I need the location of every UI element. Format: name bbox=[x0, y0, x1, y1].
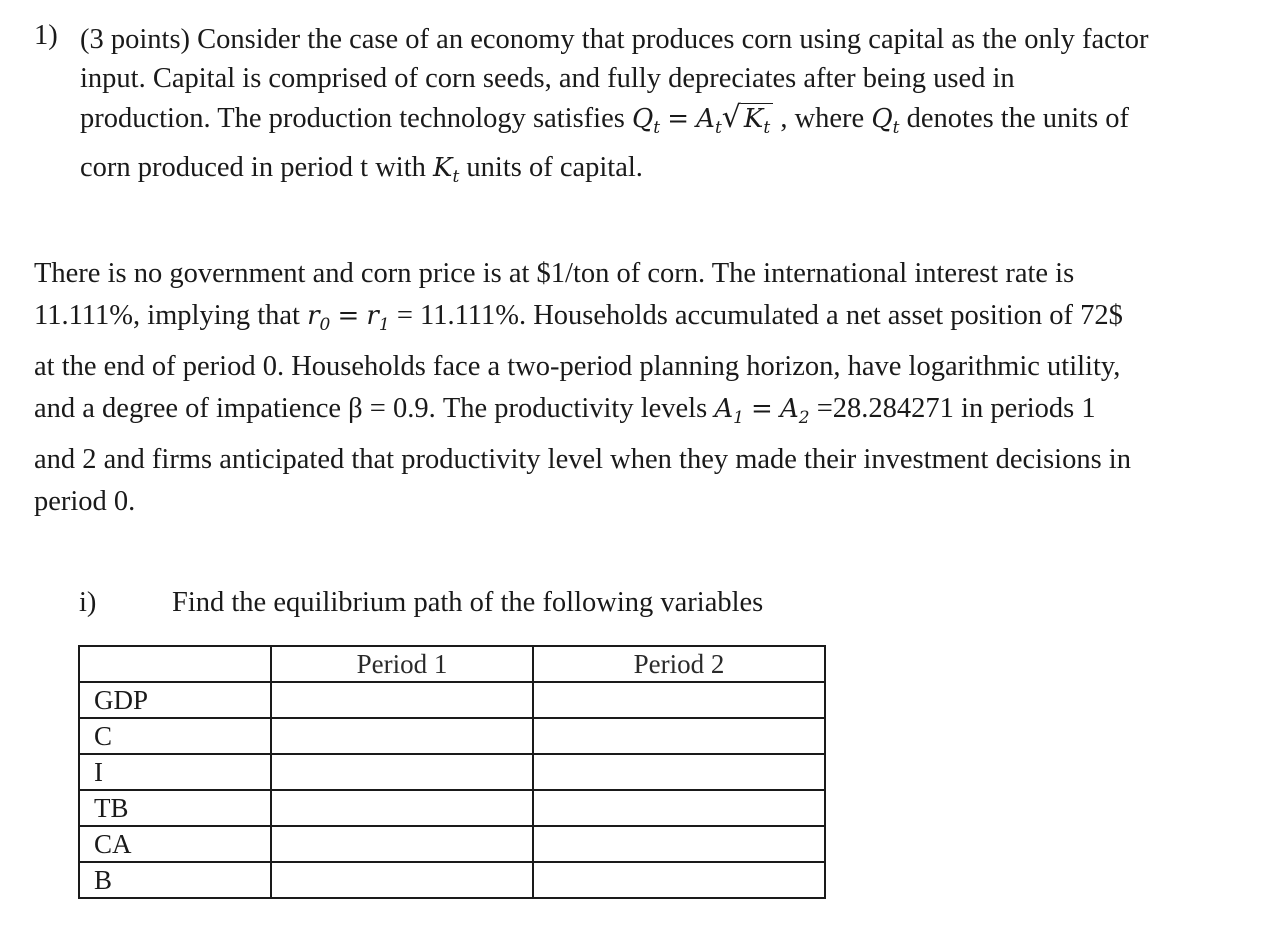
context-line-1: There is no government and corn price is at $1/ton of corn. The international interest rate is bbox=[34, 258, 1075, 289]
row-label-b: B bbox=[79, 862, 271, 898]
sqrt-icon: √ $K_t$ bbox=[722, 98, 773, 148]
context-line-3: at the end of period 0. Households face a two-period planning horizon, have logarithmic utility, bbox=[34, 351, 1121, 382]
table-header-blank bbox=[79, 646, 271, 682]
cell-c-period-1[interactable] bbox=[271, 718, 533, 754]
context-line-5: and 2 and firms anticipated that productivity level when they made their investment decisions in bbox=[34, 444, 1131, 475]
symbol-k: $K_t$ bbox=[433, 153, 460, 187]
table-header-period-2: Period 2 bbox=[533, 646, 825, 682]
question-text bbox=[80, 20, 1250, 197]
cell-tb-period-2[interactable] bbox=[533, 790, 825, 826]
answer-table bbox=[78, 645, 826, 899]
question-line-3: production. The production technology satisfies $Q_t = A_t√$ $K_t$ , where $Q_t$ denotes the units of bbox=[80, 98, 1250, 148]
context-line-2: 11.111%, implying that $r_0 = r_1 = 11.111\%$. Households accumulated a net asset position of 72$ bbox=[34, 299, 1123, 335]
part-instruction: Find the equilibrium path of the following variables bbox=[172, 587, 764, 618]
row-label-c: C bbox=[79, 718, 271, 754]
question-line-2: input. Capital is comprised of corn seeds, and fully depreciates after being used in bbox=[80, 63, 1015, 94]
table-row bbox=[79, 718, 825, 754]
context-line-4: and a degree of impatience β = 0.9. The productivity levels $A_1 = A_2 =28.284271$ in periods 1 bbox=[34, 392, 1096, 428]
cell-ca-period-1[interactable] bbox=[271, 826, 533, 862]
table-row bbox=[79, 826, 825, 862]
context-line-6: period 0. bbox=[34, 485, 136, 517]
part-label: i) bbox=[79, 587, 97, 618]
table-row bbox=[79, 790, 825, 826]
cell-b-period-2[interactable] bbox=[533, 862, 825, 898]
formula-q: $Q_t$ bbox=[631, 104, 661, 138]
question-line-1: (3 points) Consider the case of an economy that produces corn using capital as the only factor bbox=[80, 24, 1149, 55]
table-row bbox=[79, 682, 825, 718]
symbol-q: $Q_t$ bbox=[871, 104, 900, 138]
row-label-ca: CA bbox=[79, 826, 271, 862]
cell-gdp-period-1[interactable] bbox=[271, 682, 533, 718]
question-line-4: corn produced in period t with $K_t$ units of capital. bbox=[80, 152, 643, 187]
row-label-tb: TB bbox=[79, 790, 271, 826]
formula-a: $A_t$ bbox=[696, 104, 722, 138]
cell-ca-period-2[interactable] bbox=[533, 826, 825, 862]
row-label-gdp: GDP bbox=[79, 682, 271, 718]
table-header-row bbox=[79, 646, 825, 682]
cell-c-period-2[interactable] bbox=[533, 718, 825, 754]
question-number: 1) bbox=[34, 20, 58, 51]
cell-b-period-1[interactable] bbox=[271, 862, 533, 898]
cell-gdp-period-2[interactable] bbox=[533, 682, 825, 718]
table-row bbox=[79, 862, 825, 898]
table-row bbox=[79, 754, 825, 790]
cell-i-period-1[interactable] bbox=[271, 754, 533, 790]
cell-i-period-2[interactable] bbox=[533, 754, 825, 790]
table-header-period-1: Period 1 bbox=[271, 646, 533, 682]
context-paragraph bbox=[34, 253, 1244, 522]
cell-tb-period-1[interactable] bbox=[271, 790, 533, 826]
row-label-i: I bbox=[79, 754, 271, 790]
